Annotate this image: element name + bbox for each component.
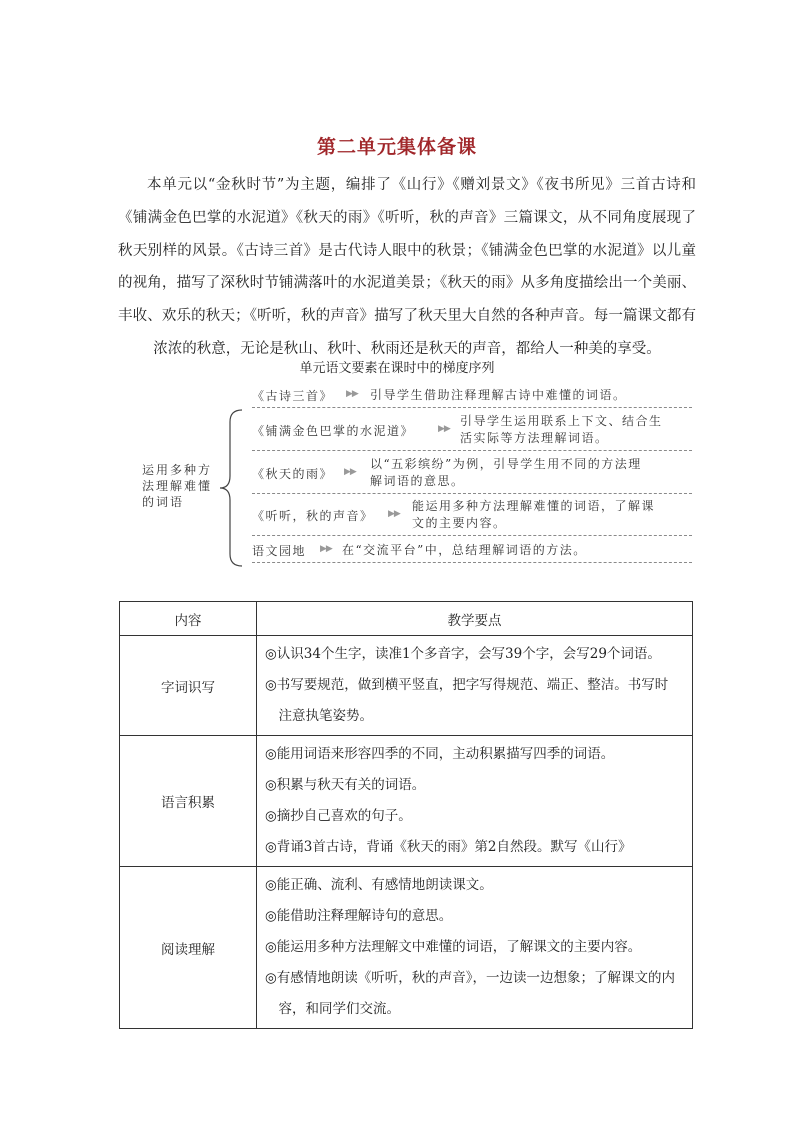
- diagram-item-desc-cont: 文的主要内容。: [412, 516, 507, 530]
- diagram-item-desc: 在“交流平台”中，总结理解词语的方法。: [342, 543, 587, 557]
- table-row: [120, 736, 693, 867]
- teaching-point: ◎认识34个生字，读准1个多音字，会写39个字，会写29个词语。: [265, 646, 661, 662]
- teaching-point: ◎能正确、流利、有感情地朗读课文。: [265, 877, 493, 893]
- diagram-item-desc: 引导学生运用联系上下文、结合生: [460, 414, 663, 428]
- diagram-title: 单元语文要素在课时中的梯度序列: [299, 361, 495, 376]
- teaching-point: ◎背诵3首古诗，背诵《秋天的雨》第2自然段。默写《山行》: [265, 839, 632, 855]
- diagram-item-source: 《听听，秋的声音》: [252, 509, 374, 523]
- teaching-point: ◎能运用多种方法理解文中难懂的词语，了解课文的主要内容。: [265, 939, 642, 955]
- dashed-divider: [252, 493, 692, 494]
- diagram-item: [252, 413, 692, 451]
- brace-icon: [218, 408, 244, 568]
- table-row: [120, 636, 693, 736]
- double-arrow-icon: ▶▶: [388, 509, 400, 519]
- diagram-item-desc-cont: 解词语的意思。: [370, 474, 465, 488]
- diagram-item-desc: 能运用多种方法理解难懂的词语，了解课: [412, 499, 656, 513]
- diagram-item-source: 《古诗三首》: [252, 389, 334, 403]
- diagram-item: [252, 456, 692, 494]
- dashed-divider: [252, 407, 692, 408]
- dashed-divider: [252, 535, 692, 536]
- dashed-divider: [252, 450, 692, 451]
- diagram-item-desc: 以“五彩缤纷”为例，引导学生用不同的方法理: [370, 457, 642, 471]
- diagram-item: [252, 387, 692, 409]
- diagram-item-source: 《铺满金色巴掌的水泥道》: [252, 424, 415, 438]
- table-row: [120, 867, 693, 1029]
- page-title: 第二单元集体备课: [316, 136, 477, 158]
- column-header-content: 内容: [120, 602, 257, 636]
- teaching-point: ◎摘抄自己喜欢的句子。: [265, 808, 412, 824]
- row-points: [257, 867, 693, 1029]
- double-arrow-icon: ▶▶: [438, 424, 450, 434]
- diagram-item-source: 《秋天的雨》: [252, 467, 334, 481]
- diagram-root-label: 运用多种方法理解难懂的词语: [142, 463, 213, 509]
- row-points: [257, 636, 693, 736]
- row-category: 阅读理解: [120, 867, 257, 1029]
- dashed-divider: [252, 562, 692, 563]
- double-arrow-icon: ▶▶: [346, 389, 358, 399]
- column-header-points: 教学要点: [257, 602, 693, 636]
- double-arrow-icon: ▶▶: [344, 467, 356, 477]
- row-category: 语言积累: [120, 736, 257, 867]
- diagram-item: [252, 498, 692, 536]
- diagram-item: [252, 540, 692, 564]
- diagram-item-desc: 引导学生借助注释理解古诗中难懂的词语。: [370, 388, 627, 402]
- teaching-point: ◎书写要规范，做到横平竖直，把字写得规范、端正、整洁。书写时 注意执笔姿势。: [265, 677, 669, 724]
- row-category: 字词识写: [120, 636, 257, 736]
- teaching-point: ◎能借助注释理解诗句的意思。: [265, 908, 453, 924]
- row-points: [257, 736, 693, 867]
- intro-paragraph: 本单元以“金秋时节”为主题，编排了《山行》《赠刘景文》《夜书所见》三首古诗和《铺满金色巴掌的水泥道》《秋天的雨》《听听，秋的声音》三篇课文，从不同角度展现了秋天别样的风景。《古诗三首》是古代诗人眼中的秋景；《铺满金色巴掌的水泥道》以儿童的视角，描写了深秋时节铺满落叶的水泥道美景；《秋天的雨》从多角度描绘出一个美丽、丰收、欢乐的秋天；《听听，秋的声音》描写了秋天里大自然的各种声音。每一篇课文都有浓浓的秋意，无论是秋山、秋叶、秋雨还是秋天的声音，都给人一种美的享受。: [118, 177, 696, 357]
- teaching-points-table: [119, 601, 693, 1029]
- teaching-point: ◎有感情地朗读《听听，秋的声音》，一边读一边想象；了解课文的内 容，和同学们交流。: [265, 970, 676, 1017]
- double-arrow-icon: ▶▶: [320, 544, 332, 554]
- teaching-point: ◎能用词语来形容四季的不同，主动积累描写四季的词语。: [265, 746, 615, 762]
- diagram-item-source: 语文园地: [252, 544, 307, 558]
- teaching-point: ◎积累与秋天有关的词语。: [265, 777, 426, 793]
- diagram-item-desc-cont: 活实际等方法理解词语。: [460, 431, 609, 445]
- table-header-row: [120, 602, 693, 636]
